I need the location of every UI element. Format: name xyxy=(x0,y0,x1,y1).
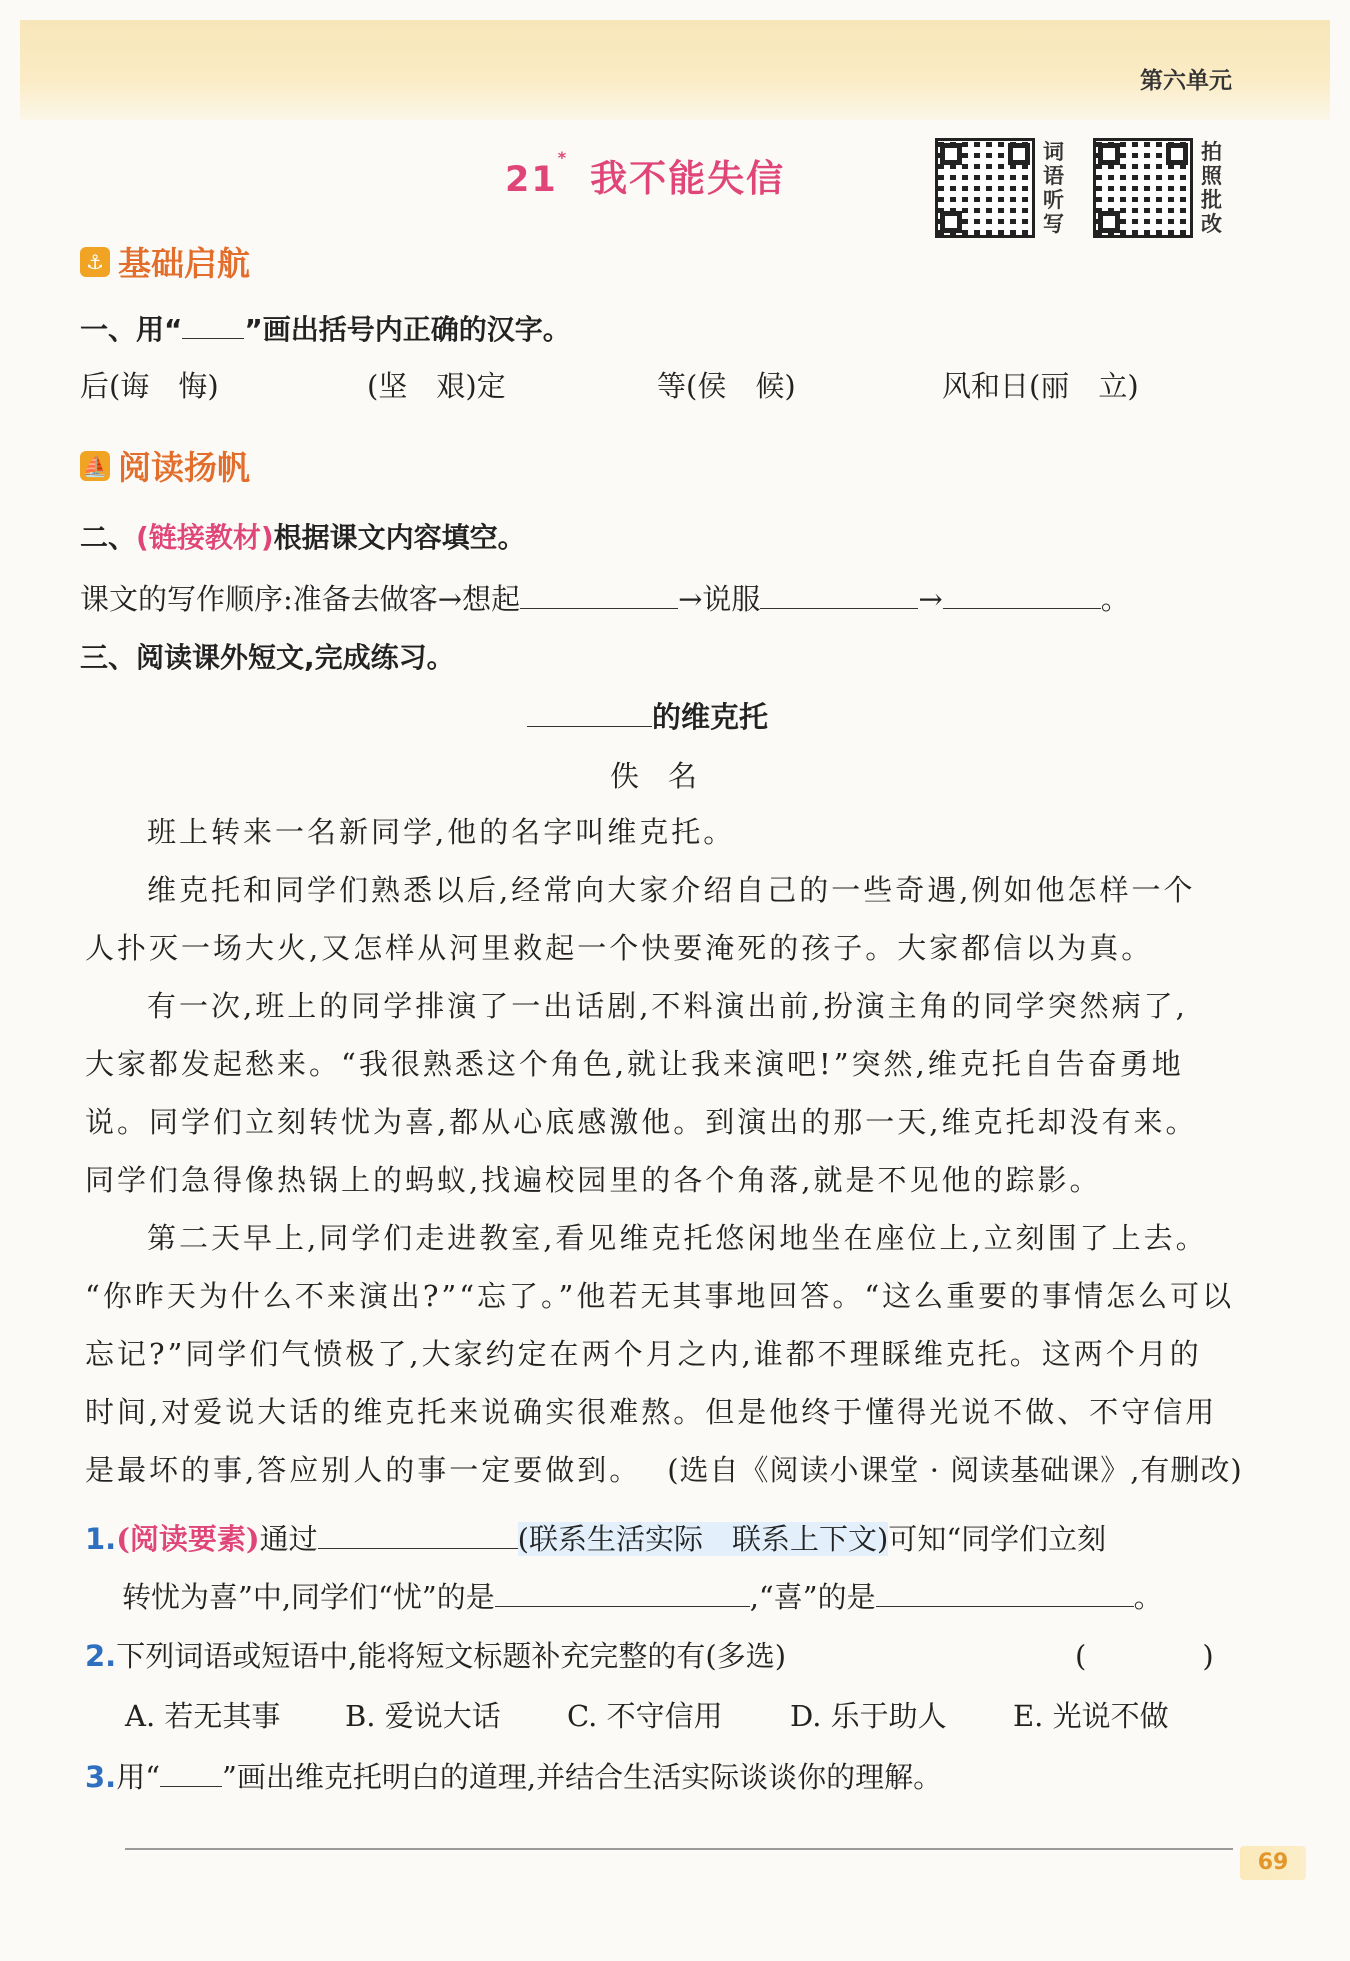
sub-question-1: 1.(阅读要素)通过 (联系生活实际 联系上下文)可知“同学们立刻 xyxy=(85,1518,1106,1559)
order-blank-1[interactable] xyxy=(520,578,678,609)
sub-question-3: 3.用“ ”画出维克托明白的道理,并结合生活实际谈谈你的理解。 xyxy=(85,1756,942,1797)
dictation-qr-label: 词 语 听 写 xyxy=(1043,140,1064,236)
passage-line: 第二天早上,同学们走进教室,看见维克托悠闲地坐在座位上,立刻围了上去。 xyxy=(147,1221,1208,1255)
lesson-title xyxy=(505,148,785,202)
choice-item-1[interactable]: 后(诲 悔) xyxy=(80,369,219,403)
option-a[interactable]: A. 若无其事 xyxy=(125,1699,281,1733)
dictation-qr-code-icon[interactable] xyxy=(935,138,1035,238)
passage-line: 人扑灭一场大火,又怎样从河里救起一个快要淹死的孩子。大家都信以为真。 xyxy=(85,931,1154,965)
unit-label: 第六单元 xyxy=(1140,68,1232,94)
passage-line: “你昨天为什么不来演出?”“忘了。”他若无其事地回答。“这么重要的事情怎么可以 xyxy=(85,1279,1235,1313)
reading-element-tag: (阅读要素) xyxy=(116,1522,260,1556)
sub-question-2: 2.下列词语或短语中,能将短文标题补充完整的有(多选) xyxy=(85,1639,787,1673)
choice-item-4[interactable]: 风和日(丽 立) xyxy=(942,369,1139,403)
photo-grading-qr-code-icon[interactable] xyxy=(1093,138,1193,238)
photo-grading-qr-label: 拍 照 批 改 xyxy=(1201,140,1222,236)
method-options[interactable]: (联系生活实际 联系上下文) xyxy=(517,1522,889,1556)
underline-sample-2 xyxy=(160,1756,222,1787)
passage-line: 维克托和同学们熟悉以后,经常向大家介绍自己的一些奇遇,例如他怎样一个 xyxy=(147,873,1196,907)
worry-blank[interactable] xyxy=(495,1576,750,1607)
lesson-number: 21 xyxy=(505,160,558,200)
section-reading-title: 阅读扬帆 xyxy=(118,448,250,487)
section-basic-heading xyxy=(80,238,250,285)
joy-blank[interactable] xyxy=(876,1576,1134,1607)
page-number: 69 xyxy=(1240,1846,1306,1880)
passage-source: (选自《阅读小课堂 · 阅读基础课》,有删改) xyxy=(667,1453,1243,1487)
question-3-prompt: 三、阅读课外短文,完成练习。 xyxy=(80,641,455,674)
textbook-link-tag: (链接教材) xyxy=(136,521,274,554)
underline-sample xyxy=(182,308,244,339)
option-c[interactable]: C. 不守信用 xyxy=(567,1699,723,1733)
method-blank[interactable] xyxy=(318,1518,518,1549)
lesson-title-text: 我不能失信 xyxy=(590,157,786,200)
passage-line: 班上转来一名新同学,他的名字叫维克托。 xyxy=(147,815,736,849)
choice-item-3[interactable]: 等(侯 候) xyxy=(657,369,796,403)
writing-order-line: 课文的写作顺序:准备去做客→想起 →说服 → 。 xyxy=(80,578,1130,619)
option-b[interactable]: B. 爱说大话 xyxy=(345,1699,501,1733)
question-2-prompt: 二、(链接教材)根据课文内容填空。 xyxy=(80,521,526,554)
sail-icon: ⛵ xyxy=(80,451,110,481)
passage-line: 说。同学们立刻转忧为喜,都从心底感激他。到演出的那一天,维克托却没有来。 xyxy=(85,1105,1198,1139)
passage-line: 大家都发起愁来。“我很熟悉这个角色,就让我来演吧!”突然,维克托自告奋勇地 xyxy=(85,1047,1184,1081)
passage-author: 佚 名 xyxy=(610,759,698,793)
option-d[interactable]: D. 乐于助人 xyxy=(790,1699,947,1733)
lesson-star: * xyxy=(557,148,569,167)
order-blank-2[interactable] xyxy=(760,578,918,609)
order-blank-3[interactable] xyxy=(943,578,1101,609)
passage-line: 是最坏的事,答应别人的事一定要做到。 (选自《阅读小课堂 · 阅读基础课》,有删改) xyxy=(85,1453,1243,1487)
passage-line: 忘记?”同学们气愤极了,大家约定在两个月之内,谁都不理睬维克托。这两个月的 xyxy=(85,1337,1202,1371)
answer-parentheses[interactable]: ( ) xyxy=(1075,1639,1214,1673)
passage-line: 时间,对爱说大话的维克托来说确实很难熬。但是他终于懂得光说不做、不守信用 xyxy=(85,1395,1218,1429)
question-1-prompt: 一、用“ ”画出括号内正确的汉字。 xyxy=(80,308,571,350)
sub-question-1-cont: 转忧为喜”中,同学们“忧”的是 ,“喜”的是 。 xyxy=(122,1576,1163,1617)
section-reading-heading xyxy=(80,442,250,489)
passage-line: 同学们急得像热锅上的蚂蚁,找遍校园里的各个角落,就是不见他的踪影。 xyxy=(85,1163,1102,1197)
passage-title: 的维克托 xyxy=(527,696,768,737)
section-basic-title: 基础启航 xyxy=(118,244,250,283)
header-band xyxy=(20,20,1330,120)
passage-line: 有一次,班上的同学排演了一出话剧,不料演出前,扮演主角的同学突然病了, xyxy=(147,989,1188,1023)
title-blank[interactable] xyxy=(527,696,652,727)
answer-line[interactable] xyxy=(125,1848,1233,1850)
option-e[interactable]: E. 光说不做 xyxy=(1013,1699,1169,1733)
anchor-icon: ⚓ xyxy=(80,247,110,277)
choice-item-2[interactable]: (坚 艰)定 xyxy=(367,369,506,403)
